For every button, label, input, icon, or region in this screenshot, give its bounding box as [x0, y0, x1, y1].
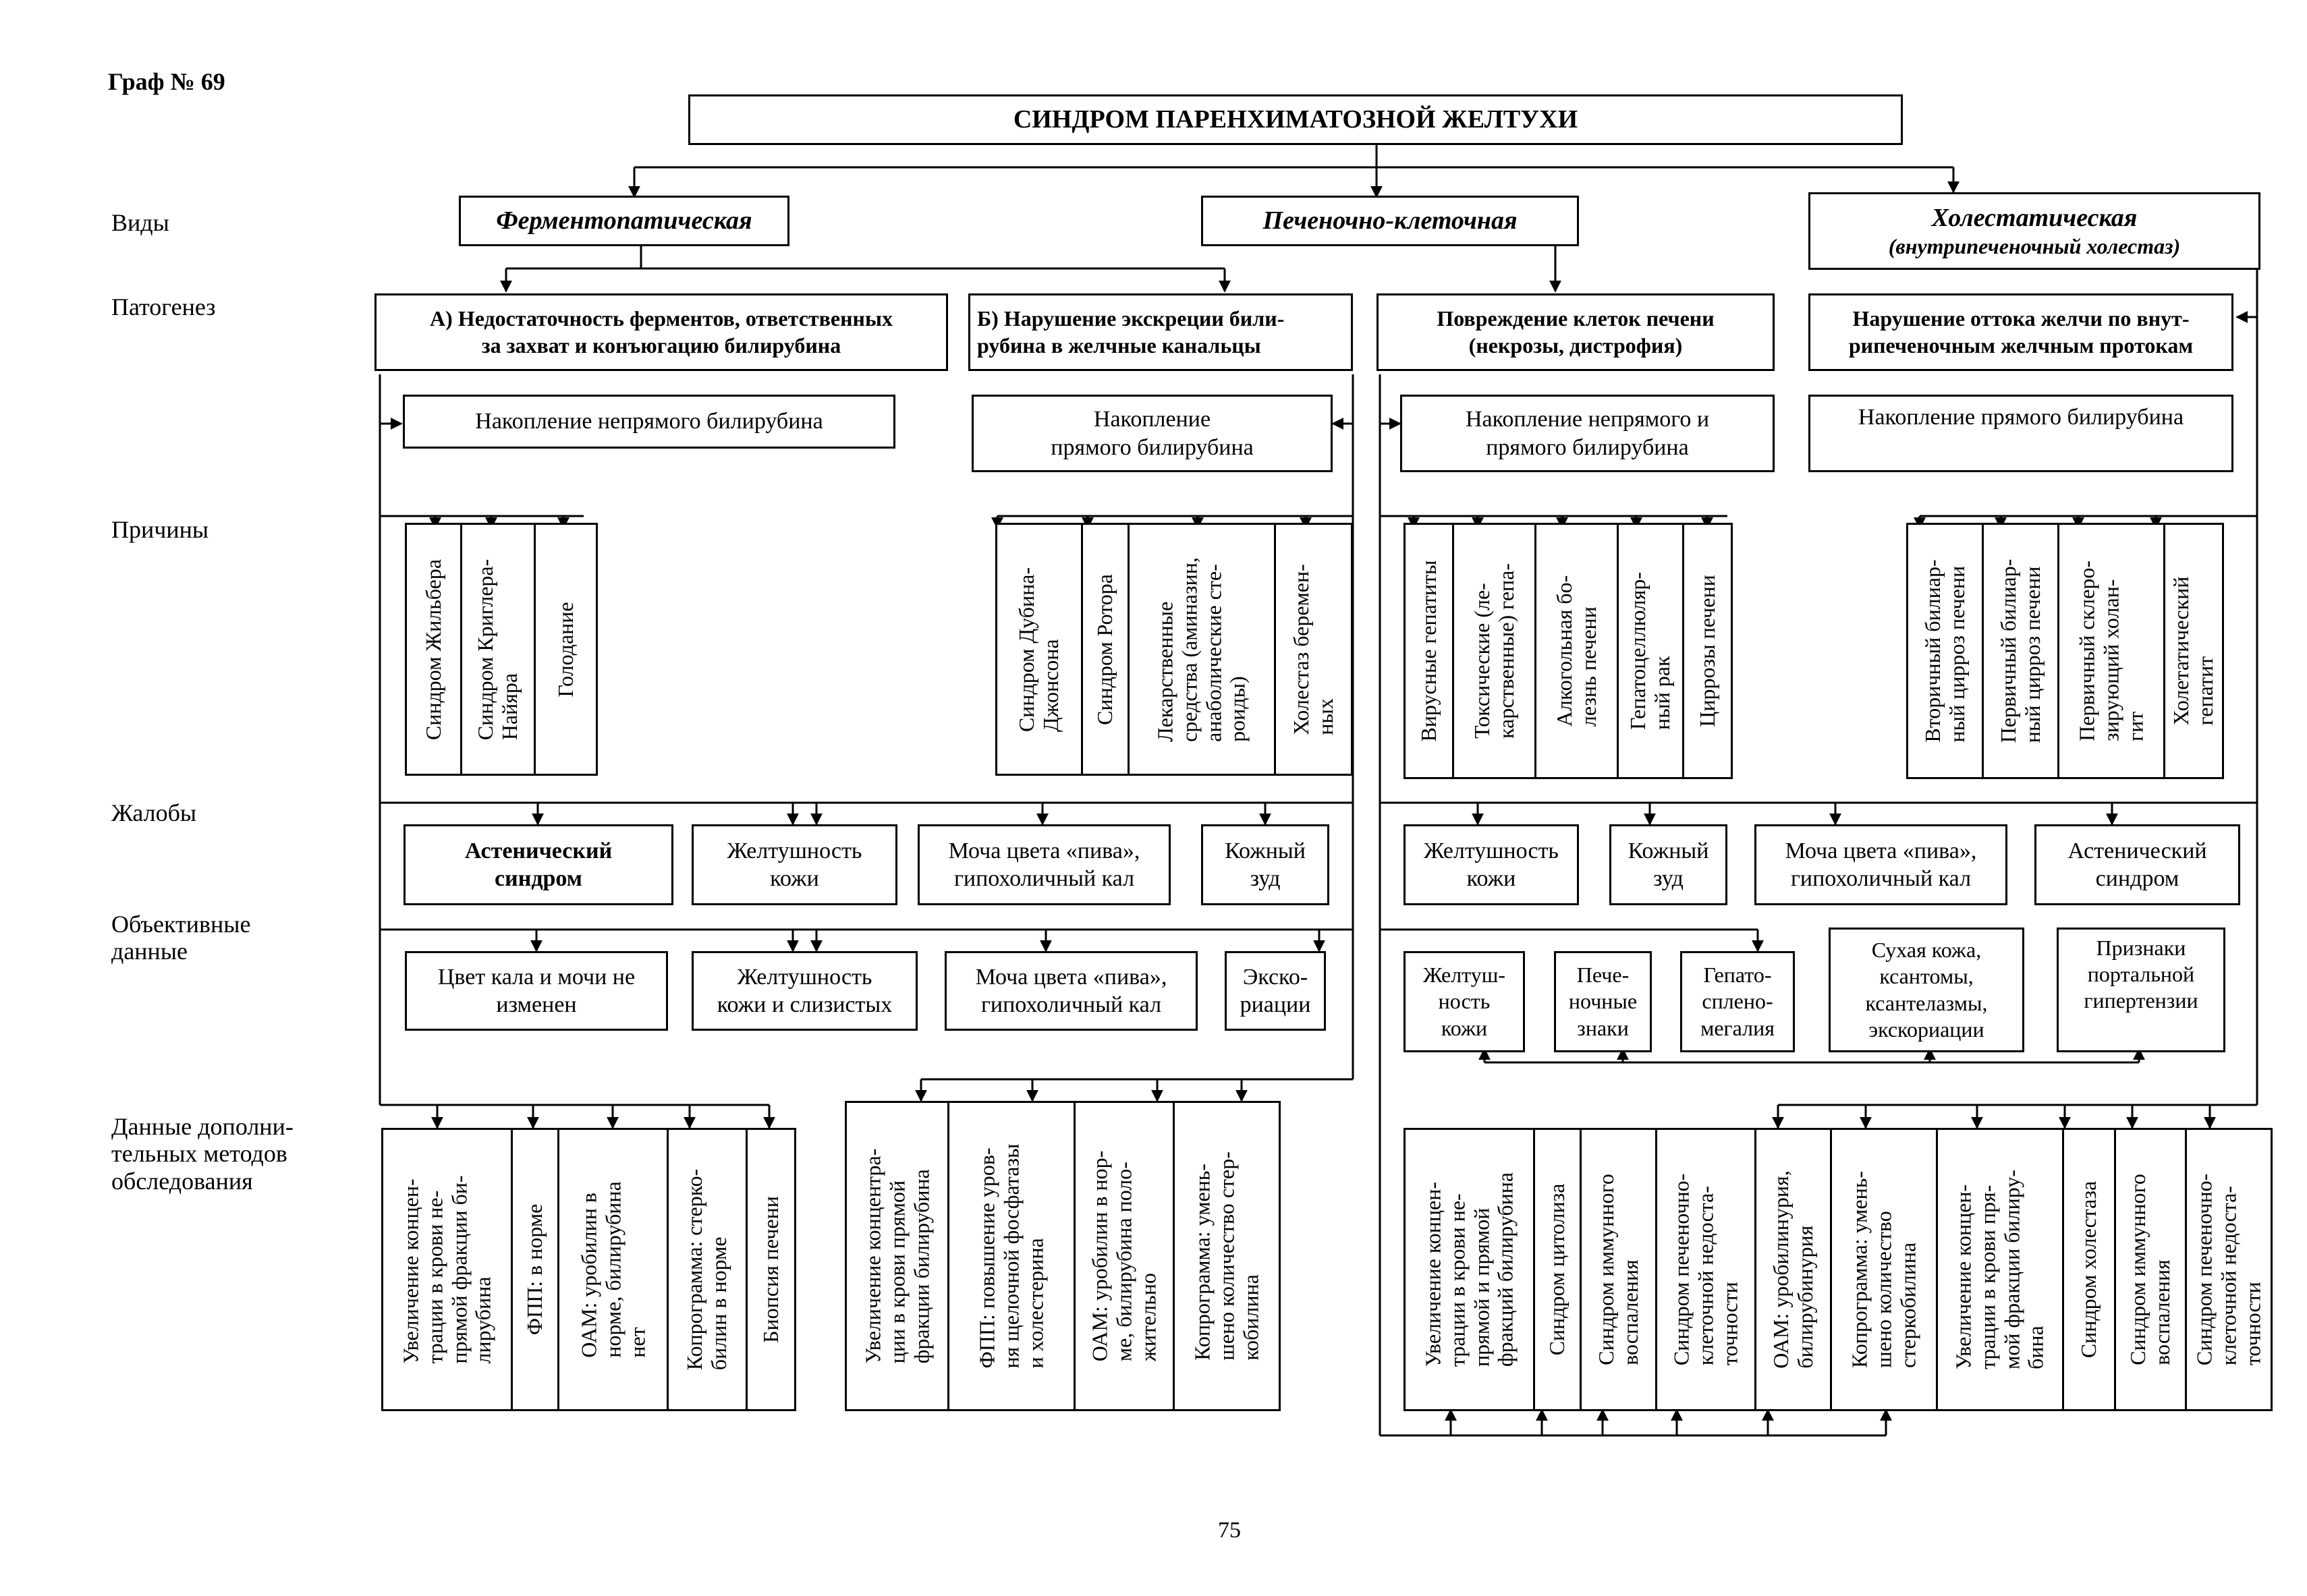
cause-secondary-biliary-cirrhosis: Вторичный билиар- ный цирроз печени — [1906, 523, 1984, 779]
objective-dry-skin-xanthomas: Сухая кожа, ксантомы, ксантелазмы, экскориации — [1829, 928, 2024, 1052]
additional-hep-cytolysis: Синдром цитолиза — [1533, 1128, 1582, 1411]
objective-jaundice-right: Желтуш- ность кожи — [1403, 951, 1525, 1052]
objective-jaundice-mucosa: Желтушность кожи и слизистых — [692, 951, 918, 1031]
row-label-types: Виды — [111, 209, 169, 236]
cause-alcoholic-liver-disease: Алкогольная бо- лезнь печени — [1534, 523, 1619, 779]
cause-liver-cirrhosis: Циррозы печени — [1682, 523, 1733, 779]
additional-b-coprogram: Копрограмма: умень- шено количество стер- кобилина — [1173, 1101, 1281, 1411]
additional-a-bilirubin: Увеличение концен- трации в крови не- прямой фракции би- лирубина — [381, 1128, 513, 1411]
cause-fasting: Голодание — [534, 523, 598, 776]
cause-drugs: Лекарственные средства (аминазин, анаболические сте- роиды) — [1128, 523, 1276, 776]
additional-hep-urinalysis: ОАМ: уробилинурия, билирубинурия — [1754, 1128, 1832, 1411]
additional-b-bilirubin: Увеличение концентра- ции в крови прямой фракции билирубина — [845, 1101, 949, 1411]
complaint-asthenic-right: Астенический синдром — [2034, 824, 2240, 905]
row-label-causes: Причины — [111, 516, 209, 543]
additional-a-urinalysis: ОАМ: уробилин в норме, билирубина нет — [557, 1128, 669, 1411]
cause-primary-sclerosing-cholangitis: Первичный склеро- зирующий холан- гит — [2057, 523, 2165, 779]
additional-b-lft: ФПП: повышение уров- ня щелочной фосфатазы и холестерина — [947, 1101, 1076, 1411]
additional-a-lft: ФПП: в норме — [511, 1128, 559, 1411]
diagram-title: СИНДРОМ ПАРЕНХИМАТОЗНОЙ ЖЕЛТУХИ — [688, 94, 1903, 145]
objective-liver-signs: Пече- ночные знаки — [1554, 951, 1652, 1052]
accumulation-direct-chol: Накопление прямого билирубина — [1808, 395, 2233, 472]
additional-chol-bilirubin: Увеличение концен- трации в крови пря- мой фракции билиру- бина — [1936, 1128, 2064, 1411]
additional-hep-liver-failure: Синдром печеночно- клеточной недоста- точности — [1655, 1128, 1756, 1411]
type-cholestatic: Холестатическая (внутрипеченочный холестаз) — [1808, 192, 2260, 270]
graph-number: Граф № 69 — [108, 68, 225, 95]
cause-pregnancy-cholestasis: Холестаз беремен- ных — [1274, 523, 1353, 776]
complaint-asthenic-ferm: Астенический синдром — [404, 824, 673, 905]
additional-hep-bilirubin: Увеличение концен- трации в крови не- прямой и прямой фракций билирубина — [1403, 1128, 1535, 1411]
objective-stool-urine-normal: Цвет кала и мочи не изменен — [405, 951, 668, 1031]
cause-viral-hepatitis: Вирусные гепатиты — [1403, 523, 1454, 779]
complaint-jaundice-right: Желтушность кожи — [1403, 824, 1579, 905]
cause-primary-biliary-cirrhosis: Первичный билиар- ный цирроз печени — [1982, 523, 2059, 779]
cause-crigler-najjar: Синдром Криглера- Найяра — [460, 523, 536, 776]
complaint-urine-right: Моча цвета «пива», гипохоличный кал — [1754, 824, 2007, 905]
row-label-complaints: Жалобы — [111, 799, 197, 826]
additional-b-urinalysis: ОАМ: уробилин в нор- ме, билирубина поло- жительно — [1074, 1101, 1175, 1411]
cause-dubin-johnson: Синдром Дубина- Джонсона — [995, 523, 1083, 776]
pathogenesis-cholestatic: Нарушение оттока желчи по внут- рипеченочным желчным протокам — [1808, 293, 2233, 371]
complaint-jaundice-ferm: Желтушность кожи — [692, 824, 897, 905]
cause-hepatocellular-cancer: Гепатоцеллюляр- ный рак — [1617, 523, 1684, 779]
cause-cholestatic-hepatitis: Холетатический гепатит — [2163, 523, 2224, 779]
row-label-pathogenesis: Патогенез — [111, 293, 216, 320]
additional-chol-liver-failure: Синдром печеночно- клеточной недоста- точности — [2185, 1128, 2273, 1411]
objective-hepatosplenomegaly: Гепато- сплено- мегалия — [1680, 951, 1795, 1052]
additional-hep-coprogram: Копрограмма: умень- шено количество стеркобилина — [1830, 1128, 1938, 1411]
accumulation-direct-b: Накопление прямого билирубина — [972, 395, 1333, 472]
row-label-objective: Объективные данные — [111, 911, 251, 965]
complaint-urine-ferm: Моча цвета «пива», гипохоличный кал — [918, 824, 1171, 905]
row-label-additional: Данные дополни- тельных методов обследования — [111, 1113, 294, 1195]
type-fermentopathic: Ферментопатическая — [459, 196, 789, 246]
objective-portal-hypertension: Признаки портальной гипертензии — [2057, 928, 2225, 1052]
cause-rotor: Синдром Ротора — [1081, 523, 1130, 776]
pathogenesis-a: А) Недостаточность ферментов, ответственных за захват и конъюгацию билирубина — [374, 293, 948, 371]
accumulation-mixed: Накопление непрямого и прямого билирубина — [1400, 395, 1775, 472]
complaint-itch-right: Кожный зуд — [1609, 824, 1727, 905]
additional-chol-immune: Синдром иммунного воспаления — [2114, 1128, 2187, 1411]
objective-excoriations-ferm: Экско- риации — [1225, 951, 1326, 1031]
additional-hep-immune: Синдром иммунного воспаления — [1580, 1128, 1657, 1411]
page-number: 75 — [1218, 1518, 1241, 1543]
accumulation-indirect: Накопление непрямого билирубина — [403, 395, 895, 449]
complaint-itch-ferm: Кожный зуд — [1201, 824, 1329, 905]
pathogenesis-b: Б) Нарушение экскреции били- рубина в желчные канальцы — [968, 293, 1353, 371]
objective-urine-ferm: Моча цвета «пива», гипохоличный кал — [945, 951, 1198, 1031]
additional-chol-cholestasis: Синдром холестаза — [2062, 1128, 2116, 1411]
additional-a-coprogram: Копрограмма: стерко- билин в норме — [667, 1128, 748, 1411]
pathogenesis-hepatocellular: Повреждение клеток печени (некрозы, дистрофия) — [1377, 293, 1775, 371]
cause-toxic-hepatitis: Токсические (ле- карственные) гепа- — [1452, 523, 1536, 779]
type-hepatocellular: Печеночно-клеточная — [1201, 196, 1579, 246]
cause-gilbert: Синдром Жильбера — [405, 523, 462, 776]
additional-a-biopsy: Биопсия печени — [746, 1128, 796, 1411]
